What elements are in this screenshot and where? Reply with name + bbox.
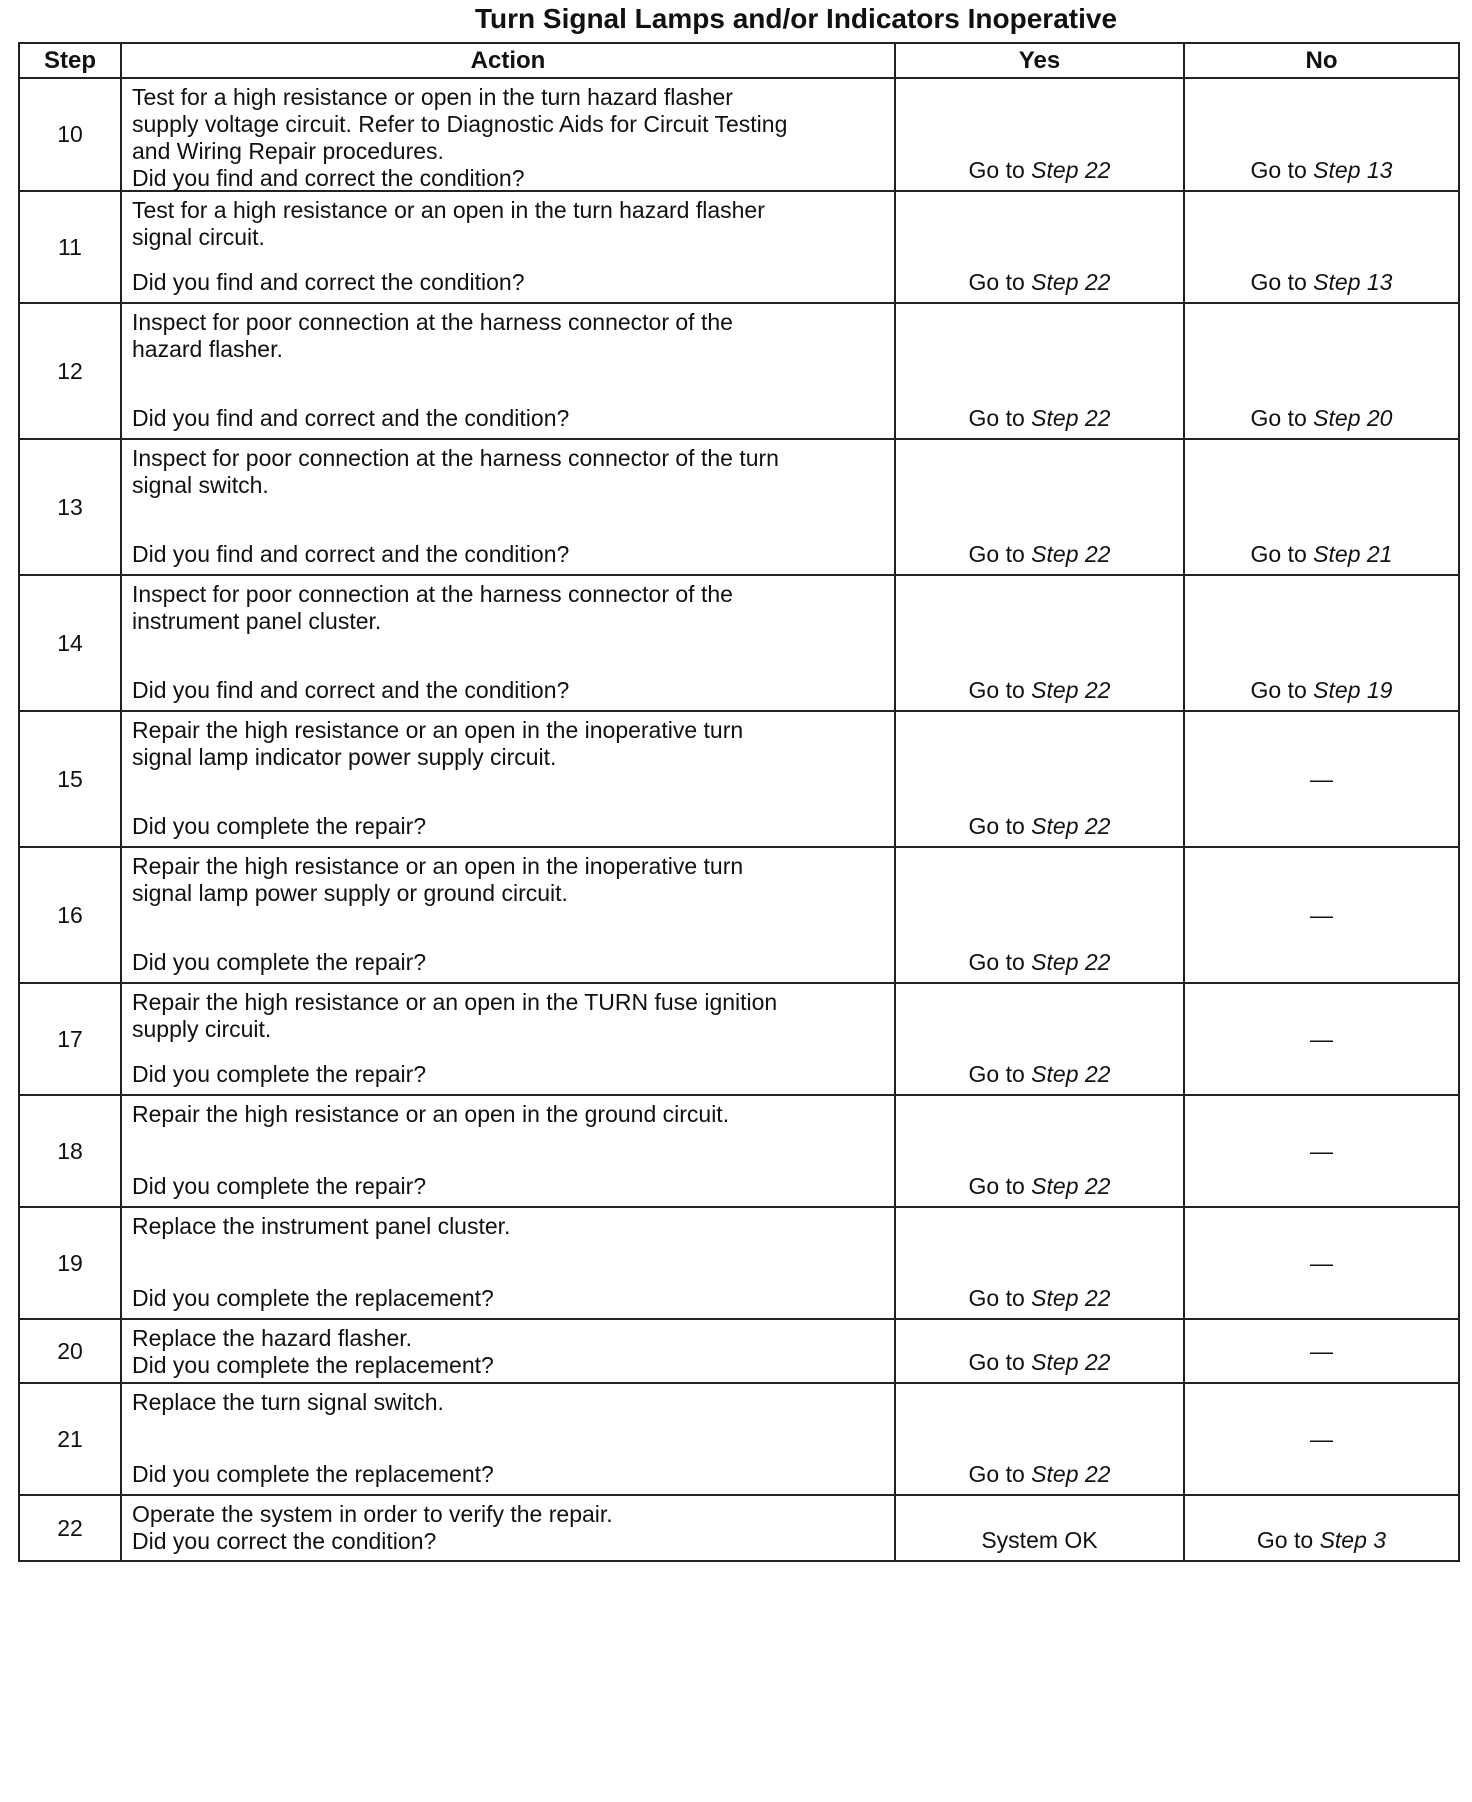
column-header-yes: Yes (895, 43, 1184, 78)
action-text: Inspect for poor connection at the harness connector of the turn signal switch. (132, 445, 779, 498)
action-cell (121, 303, 895, 439)
yes-answer (896, 949, 1183, 982)
yes-step-link: Step 22 (1031, 1173, 1111, 1199)
action-cell (121, 575, 895, 711)
step-number: 15 (19, 711, 121, 847)
action-question: Did you find and correct and the condition? (132, 405, 570, 431)
column-header-action: Action (121, 43, 895, 78)
step-number: 22 (19, 1495, 121, 1561)
action-content (122, 1496, 894, 1560)
action-content (122, 1320, 894, 1382)
action-text: Inspect for poor connection at the harness connector of the instrument panel cluster. (132, 581, 733, 634)
action-text: Operate the system in order to verify the repair. (132, 1501, 613, 1527)
no-answer (1185, 405, 1458, 438)
step-number: 13 (19, 439, 121, 575)
no-dash: — (1310, 1249, 1333, 1276)
yes-answer (896, 1461, 1183, 1494)
yes-step-link: Step 22 (1031, 1461, 1111, 1487)
column-header-step: Step (19, 43, 121, 78)
action-content (122, 712, 894, 846)
table-row (19, 847, 1459, 983)
yes-answer (896, 269, 1183, 302)
no-prefix: Go to (1250, 269, 1314, 295)
action-question: Did you complete the replacement? (132, 1285, 494, 1311)
yes-prefix: Go to (968, 157, 1032, 183)
action-text: Inspect for poor connection at the harness connector of the hazard flasher. (132, 309, 733, 362)
no-prefix: Go to (1250, 405, 1314, 431)
no-answer (1185, 677, 1458, 710)
action-content (122, 848, 894, 982)
no-step-link: Step 3 (1319, 1527, 1387, 1553)
action-text: Repair the high resistance or an open in the ground circuit. (132, 1101, 730, 1127)
table-row (19, 1095, 1459, 1207)
no-dash: — (1310, 1425, 1333, 1452)
action-question: Did you find and correct and the condition? (132, 541, 570, 567)
action-text: Test for a high resistance or open in the turn hazard flasher supply voltage circuit. Refer to Diagnostic Aids for Circuit Testing and Wiring Repair procedures. (132, 84, 788, 164)
action-question: Did you find and correct and the condition? (132, 677, 570, 703)
no-step-link: Step 13 (1313, 157, 1393, 183)
yes-step-link: Step 22 (1031, 269, 1111, 295)
no-cell (1184, 1207, 1459, 1319)
yes-prefix: Go to (968, 949, 1032, 975)
table-row (19, 983, 1459, 1095)
action-content (122, 304, 894, 438)
no-cell (1184, 78, 1459, 191)
action-text: Replace the hazard flasher. (132, 1325, 413, 1351)
yes-prefix: Go to (968, 677, 1032, 703)
no-dash: — (1310, 1025, 1333, 1052)
yes-cell (895, 983, 1184, 1095)
yes-step-link: Step 22 (1031, 405, 1111, 431)
step-number: 16 (19, 847, 121, 983)
yes-answer (896, 1527, 1183, 1560)
step-number: 10 (19, 78, 121, 191)
yes-cell (895, 78, 1184, 191)
step-number: 19 (19, 1207, 121, 1319)
yes-cell (895, 711, 1184, 847)
yes-cell (895, 439, 1184, 575)
action-cell (121, 1095, 895, 1207)
table-row (19, 575, 1459, 711)
no-dash: — (1310, 1337, 1333, 1364)
action-text: Replace the instrument panel cluster. (132, 1213, 511, 1239)
no-answer (1185, 1527, 1458, 1560)
no-cell (1184, 303, 1459, 439)
action-cell (121, 1319, 895, 1383)
table-row (19, 1383, 1459, 1495)
table-header-row (19, 43, 1459, 78)
action-text: Replace the turn signal switch. (132, 1389, 444, 1415)
action-cell (121, 191, 895, 303)
no-cell (1184, 847, 1459, 983)
action-cell (121, 439, 895, 575)
yes-answer (896, 1173, 1183, 1206)
action-content (122, 984, 894, 1094)
no-cell (1184, 1495, 1459, 1561)
no-step-link: Step 21 (1313, 541, 1393, 567)
yes-prefix: Go to (968, 1173, 1032, 1199)
table-row (19, 439, 1459, 575)
step-number: 17 (19, 983, 121, 1095)
yes-prefix: Go to (968, 1349, 1032, 1375)
step-number: 14 (19, 575, 121, 711)
action-question: Did you complete the replacement? (132, 1352, 494, 1378)
no-cell (1184, 575, 1459, 711)
yes-prefix: System OK (981, 1527, 1098, 1553)
no-cell (1184, 711, 1459, 847)
no-cell (1184, 191, 1459, 303)
no-cell (1184, 439, 1459, 575)
yes-step-link: Step 22 (1031, 813, 1111, 839)
action-question: Did you complete the replacement? (132, 1461, 494, 1487)
no-cell (1184, 1319, 1459, 1383)
action-content (122, 1208, 894, 1318)
no-step-link: Step 19 (1313, 677, 1393, 703)
yes-answer (896, 405, 1183, 438)
table-row (19, 1207, 1459, 1319)
action-question: Did you correct the condition? (132, 1528, 437, 1554)
step-number: 20 (19, 1319, 121, 1383)
action-text: Test for a high resistance or an open in the turn hazard flasher signal circuit. (132, 197, 765, 250)
yes-prefix: Go to (968, 1285, 1032, 1311)
page-title: Turn Signal Lamps and/or Indicators Inoperative (474, 3, 1118, 34)
yes-step-link: Step 22 (1031, 157, 1111, 183)
action-content (122, 79, 894, 190)
yes-step-link: Step 22 (1031, 1061, 1111, 1087)
no-prefix: Go to (1256, 1527, 1320, 1553)
step-number: 12 (19, 303, 121, 439)
table-row (19, 303, 1459, 439)
action-question: Did you find and correct the condition? (132, 269, 525, 295)
yes-step-link: Step 22 (1031, 1349, 1111, 1375)
yes-prefix: Go to (968, 405, 1032, 431)
action-text: Repair the high resistance or an open in the TURN fuse ignition supply circuit. (132, 989, 778, 1042)
step-number: 18 (19, 1095, 121, 1207)
action-cell (121, 1383, 895, 1495)
yes-prefix: Go to (968, 269, 1032, 295)
yes-answer (896, 541, 1183, 574)
step-number: 11 (19, 191, 121, 303)
yes-answer (896, 1061, 1183, 1094)
yes-cell (895, 191, 1184, 303)
no-answer (1185, 269, 1458, 302)
action-content (122, 440, 894, 574)
no-dash: — (1310, 901, 1333, 928)
yes-answer (896, 1349, 1183, 1382)
yes-cell (895, 1207, 1184, 1319)
action-content (122, 576, 894, 710)
action-question: Did you complete the repair? (132, 813, 427, 839)
no-dash: — (1310, 765, 1333, 792)
yes-cell (895, 1095, 1184, 1207)
no-cell (1184, 1095, 1459, 1207)
table-row (19, 78, 1459, 191)
action-content (122, 192, 894, 302)
table-row (19, 711, 1459, 847)
no-answer (1185, 541, 1458, 574)
action-cell (121, 847, 895, 983)
yes-cell (895, 1319, 1184, 1383)
action-cell (121, 1495, 895, 1561)
no-prefix: Go to (1250, 157, 1314, 183)
no-cell (1184, 1383, 1459, 1495)
action-question: Did you complete the repair? (132, 949, 427, 975)
yes-step-link: Step 22 (1031, 949, 1111, 975)
action-question: Did you complete the repair? (132, 1061, 427, 1087)
step-number: 21 (19, 1383, 121, 1495)
column-header-no: No (1184, 43, 1459, 78)
yes-prefix: Go to (968, 813, 1032, 839)
no-cell (1184, 983, 1459, 1095)
no-step-link: Step 20 (1313, 405, 1393, 431)
action-text: Repair the high resistance or an open in the inoperative turn signal lamp indicator power supply circuit. (132, 717, 744, 770)
no-prefix: Go to (1250, 541, 1314, 567)
yes-step-link: Step 22 (1031, 541, 1111, 567)
yes-answer (896, 157, 1183, 190)
yes-answer (896, 1285, 1183, 1318)
yes-cell (895, 847, 1184, 983)
action-question: Did you complete the repair? (132, 1173, 427, 1199)
diagnostic-table (18, 42, 1460, 1562)
action-content (122, 1096, 894, 1206)
action-cell (121, 1207, 895, 1319)
no-dash: — (1310, 1137, 1333, 1164)
yes-answer (896, 813, 1183, 846)
table-row (19, 1319, 1459, 1383)
yes-step-link: Step 22 (1031, 677, 1111, 703)
action-text: Repair the high resistance or an open in the inoperative turn signal lamp power supply or ground circuit. (132, 853, 744, 906)
yes-cell (895, 1383, 1184, 1495)
yes-prefix: Go to (968, 1461, 1032, 1487)
action-cell (121, 78, 895, 191)
no-answer (1185, 157, 1458, 190)
table-row (19, 1495, 1459, 1561)
table-row (19, 191, 1459, 303)
no-step-link: Step 13 (1313, 269, 1393, 295)
yes-prefix: Go to (968, 1061, 1032, 1087)
yes-cell (895, 575, 1184, 711)
action-content (122, 1384, 894, 1494)
action-cell (121, 983, 895, 1095)
yes-step-link: Step 22 (1031, 1285, 1111, 1311)
action-question: Did you find and correct the condition? (132, 165, 525, 191)
yes-prefix: Go to (968, 541, 1032, 567)
yes-answer (896, 677, 1183, 710)
yes-cell (895, 303, 1184, 439)
yes-cell (895, 1495, 1184, 1561)
table-body (19, 78, 1459, 1561)
no-prefix: Go to (1250, 677, 1314, 703)
action-cell (121, 711, 895, 847)
